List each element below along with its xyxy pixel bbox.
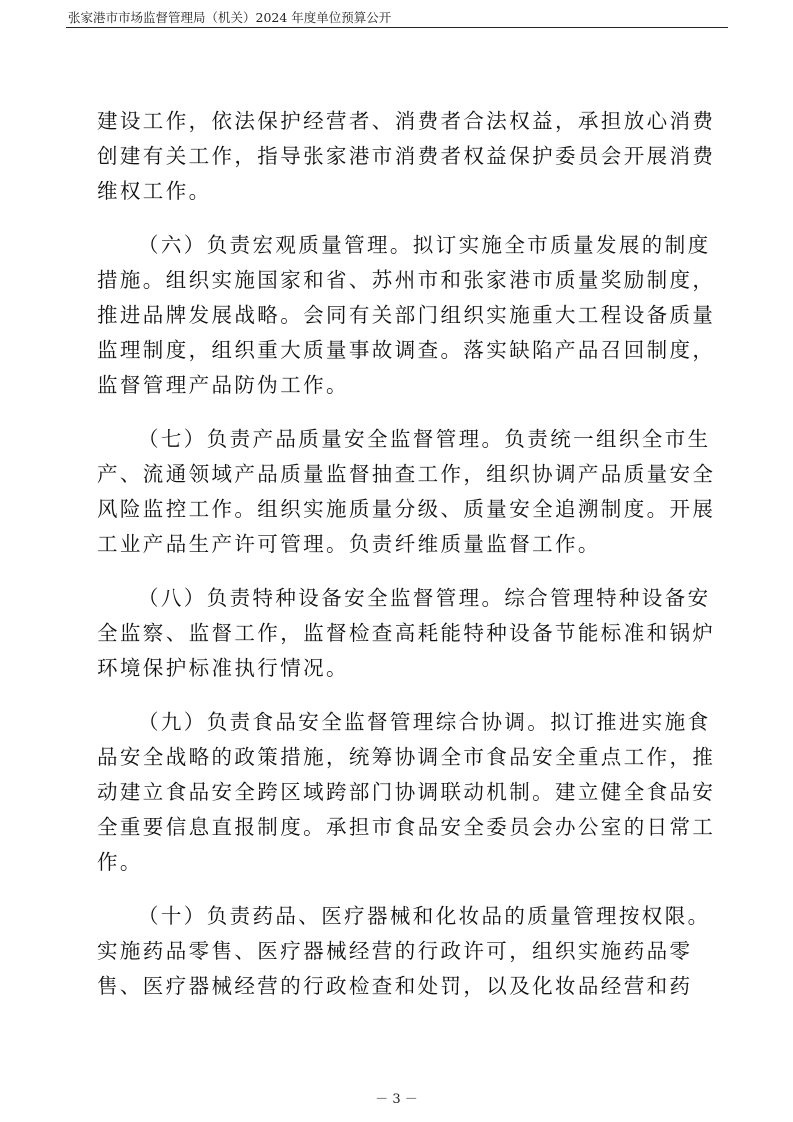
text-line: 建设工作，依法保护经营者、消费者合法权益，承担放心消费: [97, 109, 716, 133]
text-line: 风险监控工作。组织实施质量分级、质量安全追溯制度。开展: [97, 497, 716, 521]
text-line: （八）负责特种设备安全监督管理。综合管理特种设备安: [138, 586, 711, 610]
header-rule: [66, 27, 728, 28]
text-line: 作。: [97, 850, 143, 874]
paragraph-consumer-rights: [97, 104, 716, 209]
text-line: 措施。组织实施国家和省、苏州市和张家港市质量奖励制度，: [97, 268, 716, 292]
text-line: （七）负责产品质量安全监督管理。负责统一组织全市生: [138, 427, 711, 451]
text-line: 产、流通领域产品质量监督抽查工作，组织协调产品质量安全: [97, 462, 716, 486]
text-line: 监督管理产品防伪工作。: [97, 373, 349, 397]
running-header: 张家港市市场监督管理局（机关）2024 年度单位预算公开: [68, 10, 392, 25]
document-body: [97, 104, 716, 1023]
text-line: （九）负责食品安全监督管理综合协调。拟订推进实施食: [138, 710, 711, 734]
text-line: 工业产品生产许可管理。负责纤维质量监督工作。: [97, 532, 601, 556]
text-line: 创建有关工作，指导张家港市消费者权益保护委员会开展消费: [97, 144, 716, 168]
paragraph-item-9: [97, 705, 716, 880]
text-line: 全重要信息直报制度。承担市食品安全委员会办公室的日常工: [97, 815, 716, 839]
text-line: （六）负责宏观质量管理。拟订实施全市质量发展的制度: [138, 233, 711, 257]
paragraph-item-8: [97, 581, 716, 686]
page-number: － 3 －: [375, 1092, 418, 1107]
paragraph-item-10: [97, 899, 711, 1004]
text-line: 维权工作。: [97, 179, 212, 203]
text-line: 推进品牌发展战略。会同有关部门组织实施重大工程设备质量: [97, 303, 716, 327]
text-line: 动建立食品安全跨区域跨部门协调联动机制。建立健全食品安: [97, 780, 716, 804]
text-line: （十）负责药品、医疗器械和化妆品的质量管理按权限。: [138, 904, 711, 928]
text-line: 监理制度，组织重大质量事故调查。落实缺陷产品召回制度，: [97, 338, 716, 362]
paragraph-item-7: [97, 422, 716, 562]
text-line: 售、医疗器械经营的行政检查和处罚，以及化妆品经营和药: [97, 974, 693, 998]
text-line: 全监察、监督工作，监督检查高耗能特种设备节能标准和锅炉: [97, 621, 716, 645]
text-line: 环境保护标准执行情况。: [97, 656, 349, 680]
text-line: 品安全战略的政策措施，统筹协调全市食品安全重点工作，推: [97, 745, 716, 769]
paragraph-item-6: [97, 228, 716, 403]
text-line: 实施药品零售、医疗器械经营的行政许可，组织实施药品零: [97, 939, 693, 963]
